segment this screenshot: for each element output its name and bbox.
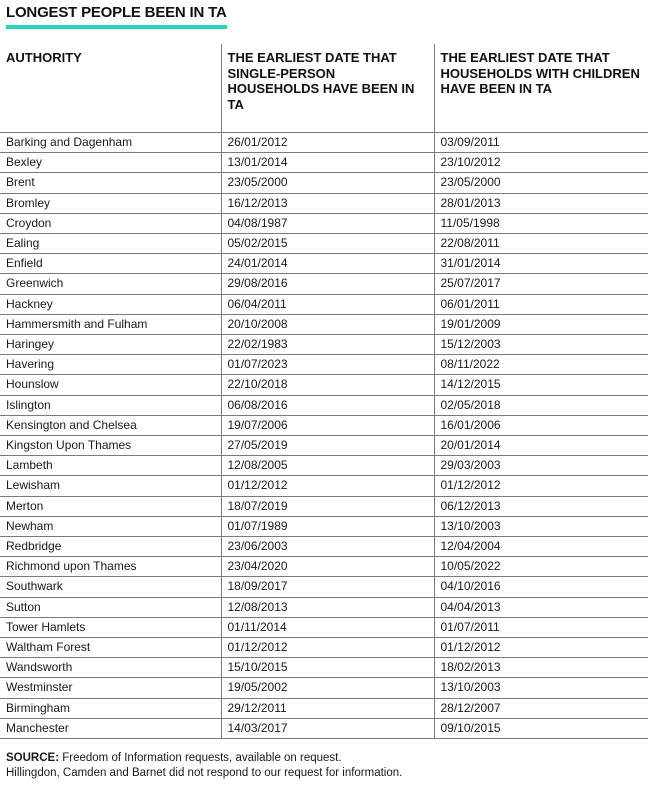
cell-children-date: 31/01/2014 [434, 254, 648, 274]
cell-single-person-date: 06/04/2011 [221, 294, 434, 314]
cell-authority: Bromley [0, 193, 221, 213]
cell-single-person-date: 23/06/2003 [221, 537, 434, 557]
table-row [0, 476, 648, 496]
cell-authority: Islington [0, 395, 221, 415]
cell-children-date: 25/07/2017 [434, 274, 648, 294]
source-line [6, 751, 402, 766]
table-row [0, 698, 648, 718]
cell-single-person-date: 20/10/2008 [221, 314, 434, 334]
cell-children-date: 01/07/2011 [434, 617, 648, 637]
cell-children-date: 06/01/2011 [434, 294, 648, 314]
cell-authority: Lewisham [0, 476, 221, 496]
source-text: Freedom of Information requests, available on request. [59, 752, 342, 764]
table-row [0, 658, 648, 678]
header-authority: AUTHORITY [0, 44, 221, 133]
table-row [0, 537, 648, 557]
cell-single-person-date: 29/12/2011 [221, 698, 434, 718]
cell-authority: Sutton [0, 597, 221, 617]
cell-authority: Tower Hamlets [0, 617, 221, 637]
table-row [0, 193, 648, 213]
cell-single-person-date: 18/07/2019 [221, 496, 434, 516]
cell-children-date: 12/04/2004 [434, 537, 648, 557]
cell-children-date: 03/09/2011 [434, 133, 648, 153]
cell-single-person-date: 01/07/1989 [221, 516, 434, 536]
table-row [0, 173, 648, 193]
cell-authority: Hounslow [0, 375, 221, 395]
table-row [0, 274, 648, 294]
cell-single-person-date: 27/05/2019 [221, 436, 434, 456]
table-row [0, 314, 648, 334]
cell-single-person-date: 01/11/2014 [221, 617, 434, 637]
cell-children-date: 14/12/2015 [434, 375, 648, 395]
cell-children-date: 22/08/2011 [434, 234, 648, 254]
cell-single-person-date: 19/05/2002 [221, 678, 434, 698]
cell-single-person-date: 26/01/2012 [221, 133, 434, 153]
cell-authority: Manchester [0, 718, 221, 738]
cell-authority: Waltham Forest [0, 638, 221, 658]
cell-authority: Greenwich [0, 274, 221, 294]
cell-children-date: 02/05/2018 [434, 395, 648, 415]
cell-authority: Kensington and Chelsea [0, 415, 221, 435]
cell-authority: Havering [0, 355, 221, 375]
cell-authority: Croydon [0, 213, 221, 233]
table-header [0, 44, 648, 133]
table-row [0, 395, 648, 415]
table-row [0, 436, 648, 456]
cell-authority: Newham [0, 516, 221, 536]
table-row [0, 254, 648, 274]
cell-single-person-date: 18/09/2017 [221, 577, 434, 597]
cell-single-person-date: 14/03/2017 [221, 718, 434, 738]
cell-single-person-date: 24/01/2014 [221, 254, 434, 274]
cell-authority: Barking and Dagenham [0, 133, 221, 153]
cell-children-date: 28/01/2013 [434, 193, 648, 213]
table-row [0, 638, 648, 658]
table-row [0, 516, 648, 536]
cell-single-person-date: 22/02/1983 [221, 335, 434, 355]
ta-dates-table [0, 44, 648, 739]
footer [6, 751, 402, 781]
cell-single-person-date: 23/04/2020 [221, 557, 434, 577]
table-row [0, 557, 648, 577]
cell-authority: Ealing [0, 234, 221, 254]
cell-authority: Richmond upon Thames [0, 557, 221, 577]
cell-children-date: 15/12/2003 [434, 335, 648, 355]
cell-authority: Enfield [0, 254, 221, 274]
table-row [0, 355, 648, 375]
table-row [0, 375, 648, 395]
cell-authority: Hackney [0, 294, 221, 314]
cell-authority: Wandsworth [0, 658, 221, 678]
cell-single-person-date: 16/12/2013 [221, 193, 434, 213]
cell-single-person-date: 05/02/2015 [221, 234, 434, 254]
table-container [0, 44, 648, 739]
cell-single-person-date: 01/12/2012 [221, 638, 434, 658]
table-row [0, 234, 648, 254]
cell-children-date: 23/10/2012 [434, 153, 648, 173]
cell-single-person-date: 29/08/2016 [221, 274, 434, 294]
table-row [0, 213, 648, 233]
table-row [0, 133, 648, 153]
cell-single-person-date: 22/10/2018 [221, 375, 434, 395]
source-label: SOURCE: [6, 752, 60, 764]
cell-single-person-date: 15/10/2015 [221, 658, 434, 678]
cell-children-date: 09/10/2015 [434, 718, 648, 738]
table-row [0, 597, 648, 617]
cell-children-date: 13/10/2003 [434, 516, 648, 536]
table-row [0, 415, 648, 435]
cell-authority: Southwark [0, 577, 221, 597]
table-row [0, 496, 648, 516]
footer-note: Hillingdon, Camden and Barnet did not respond to our request for information. [6, 767, 403, 779]
cell-single-person-date: 01/07/2023 [221, 355, 434, 375]
cell-children-date: 20/01/2014 [434, 436, 648, 456]
cell-authority: Hammersmith and Fulham [0, 314, 221, 334]
cell-authority: Kingston Upon Thames [0, 436, 221, 456]
cell-single-person-date: 01/12/2012 [221, 476, 434, 496]
cell-children-date: 23/05/2000 [434, 173, 648, 193]
title-block [6, 4, 227, 29]
cell-children-date: 11/05/1998 [434, 213, 648, 233]
cell-single-person-date: 04/08/1987 [221, 213, 434, 233]
table-row [0, 335, 648, 355]
header-single-person: THE EARLIEST DATE THAT SINGLE-PERSON HOUSEHOLDS HAVE BEEN IN TA [221, 44, 434, 133]
cell-children-date: 29/03/2003 [434, 456, 648, 476]
cell-children-date: 04/04/2013 [434, 597, 648, 617]
cell-single-person-date: 23/05/2000 [221, 173, 434, 193]
cell-children-date: 10/05/2022 [434, 557, 648, 577]
cell-children-date: 19/01/2009 [434, 314, 648, 334]
table-row [0, 577, 648, 597]
cell-single-person-date: 12/08/2005 [221, 456, 434, 476]
table-row [0, 718, 648, 738]
table-row [0, 153, 648, 173]
table-row [0, 617, 648, 637]
table-body [0, 133, 648, 739]
cell-authority: Haringey [0, 335, 221, 355]
cell-authority: Bexley [0, 153, 221, 173]
cell-children-date: 01/12/2012 [434, 638, 648, 658]
table-row [0, 456, 648, 476]
cell-children-date: 13/10/2003 [434, 678, 648, 698]
cell-single-person-date: 12/08/2013 [221, 597, 434, 617]
table-row [0, 678, 648, 698]
header-row [0, 44, 648, 133]
cell-single-person-date: 13/01/2014 [221, 153, 434, 173]
cell-children-date: 18/02/2013 [434, 658, 648, 678]
cell-authority: Lambeth [0, 456, 221, 476]
cell-authority: Merton [0, 496, 221, 516]
cell-children-date: 06/12/2013 [434, 496, 648, 516]
cell-children-date: 28/12/2007 [434, 698, 648, 718]
cell-single-person-date: 19/07/2006 [221, 415, 434, 435]
header-with-children: THE EARLIEST DATE THAT HOUSEHOLDS WITH CHILDREN HAVE BEEN IN TA [434, 44, 648, 133]
cell-children-date: 08/11/2022 [434, 355, 648, 375]
cell-children-date: 16/01/2006 [434, 415, 648, 435]
table-row [0, 294, 648, 314]
cell-authority: Westminster [0, 678, 221, 698]
cell-authority: Redbridge [0, 537, 221, 557]
page-title: LONGEST PEOPLE BEEN IN TA [6, 4, 227, 29]
cell-children-date: 01/12/2012 [434, 476, 648, 496]
cell-authority: Brent [0, 173, 221, 193]
cell-authority: Birmingham [0, 698, 221, 718]
cell-children-date: 04/10/2016 [434, 577, 648, 597]
cell-single-person-date: 06/08/2016 [221, 395, 434, 415]
